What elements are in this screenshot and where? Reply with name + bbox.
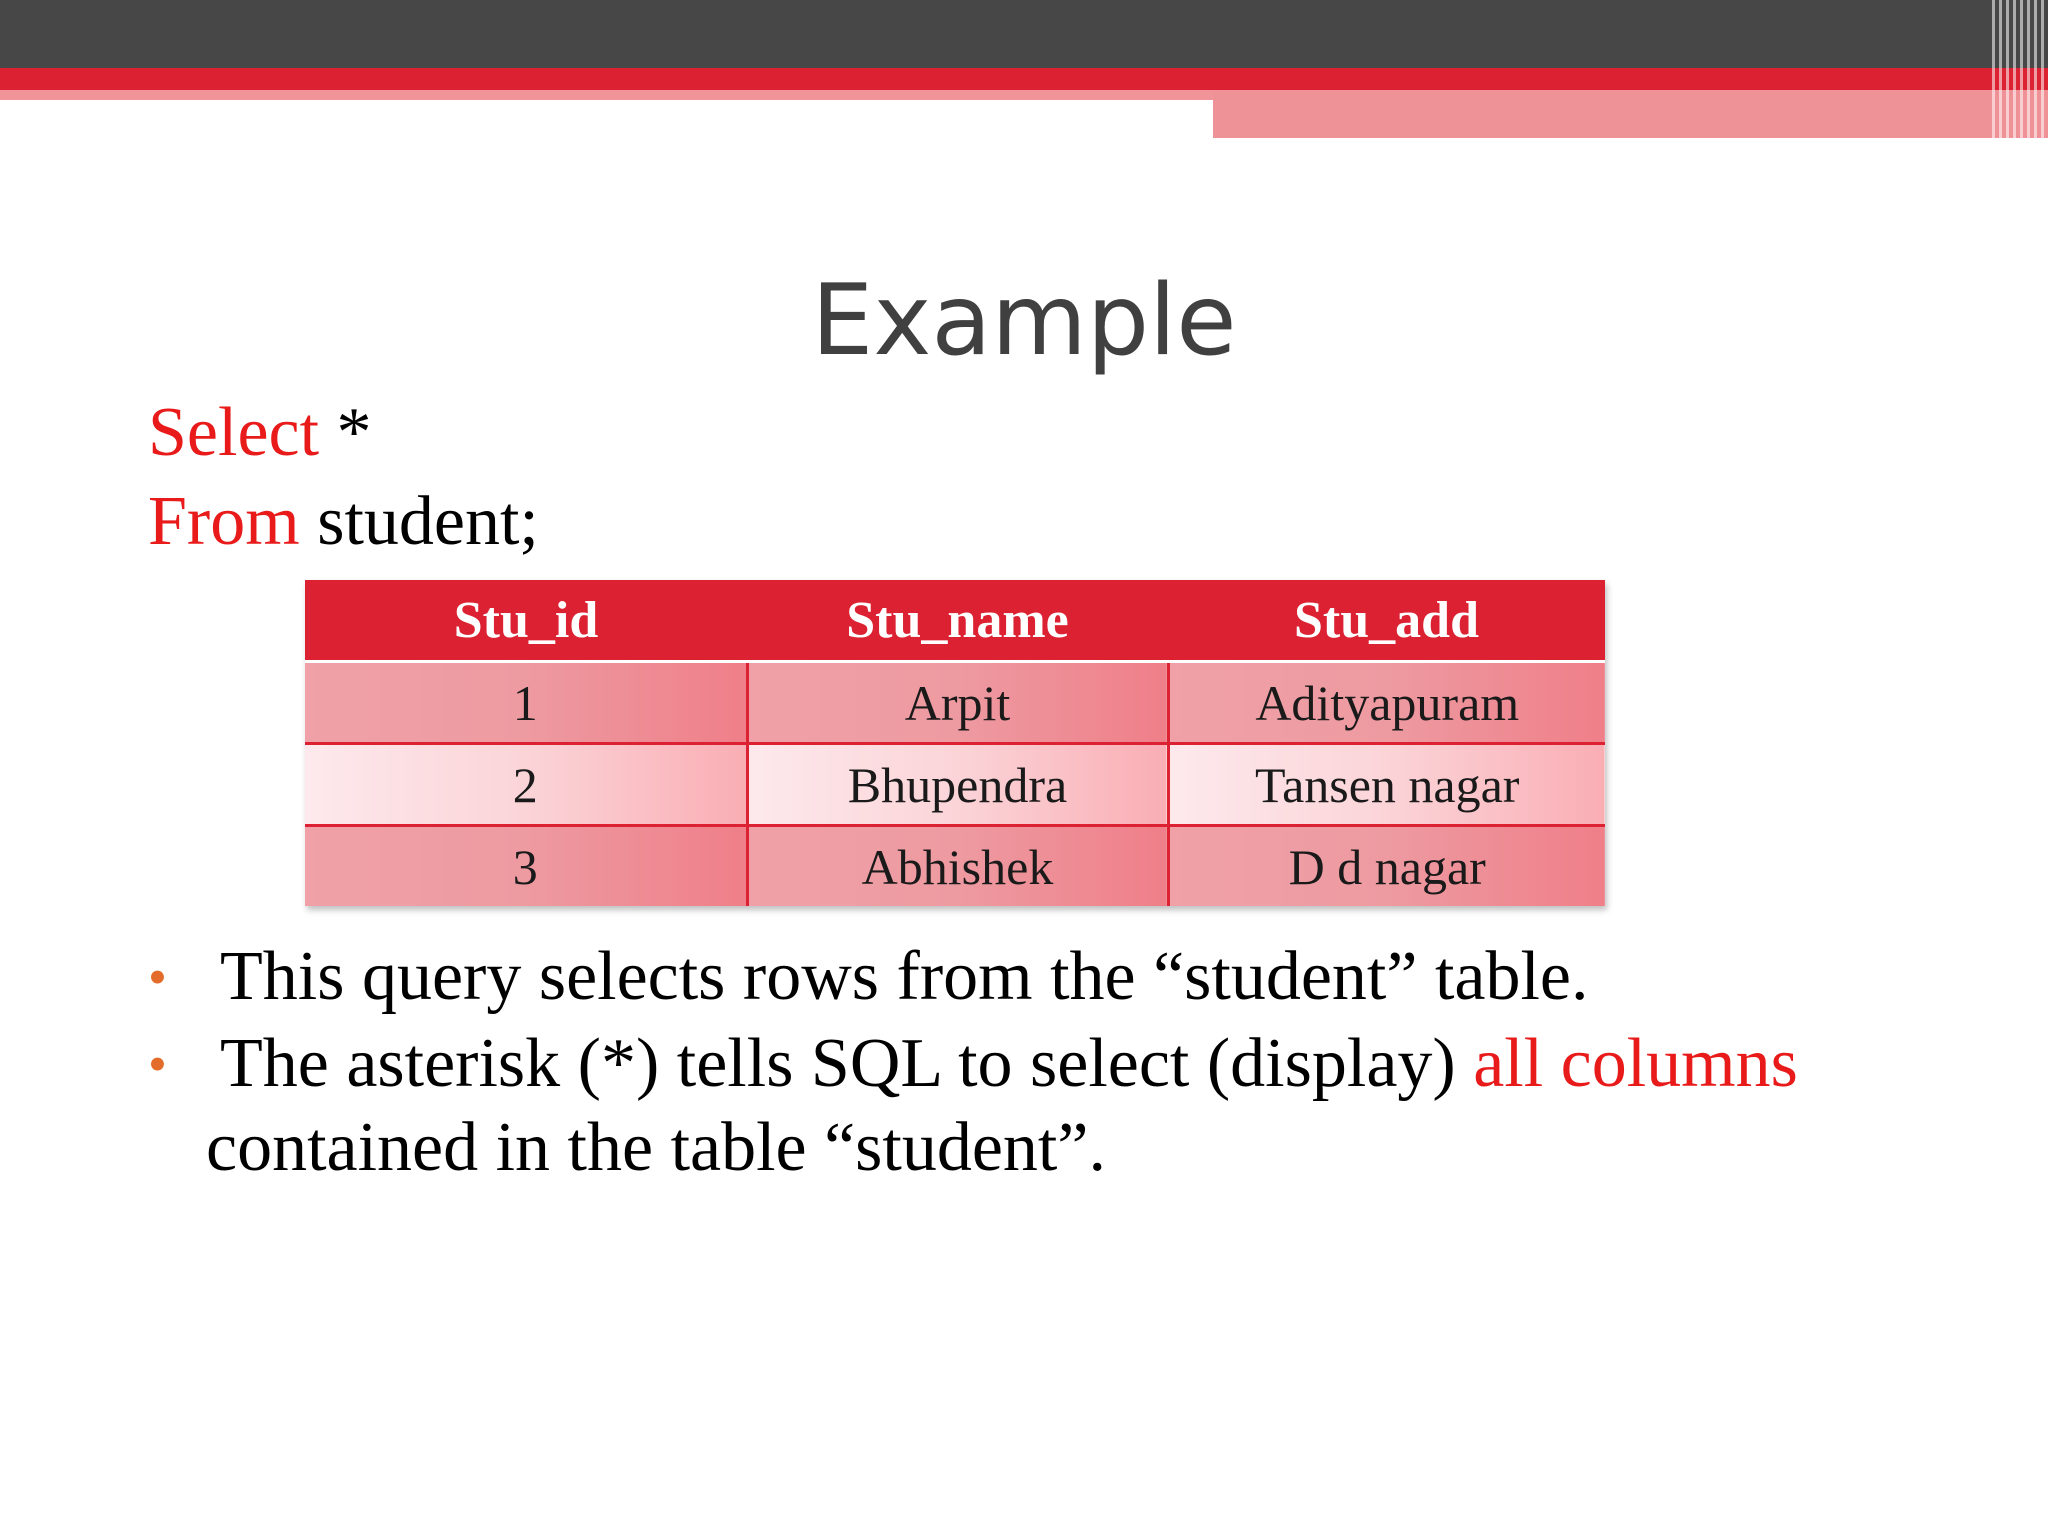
bullet-text: The asterisk (*) tells SQL to select (display)	[220, 1025, 1474, 1102]
bullet-dot-icon: •	[148, 947, 167, 1007]
sql-line-select	[148, 394, 372, 471]
table-cell-id: 1	[305, 662, 747, 744]
column-header-stu-id: Stu_id	[305, 580, 747, 662]
table-row	[305, 662, 1605, 744]
sql-keyword-from: From	[148, 483, 300, 560]
bullet-text-continuation: contained in the table “student”.	[206, 1109, 1106, 1186]
table-row	[305, 826, 1605, 907]
table-cell-name: Arpit	[747, 662, 1168, 744]
sql-select-rest: *	[319, 394, 372, 471]
column-header-stu-name: Stu_name	[747, 580, 1168, 662]
header-band-thin-pink	[0, 90, 1213, 100]
header-stripes	[1988, 0, 2048, 138]
table-cell-address: Adityapuram	[1168, 662, 1605, 744]
table-header-row	[305, 580, 1605, 662]
table-cell-id: 2	[305, 744, 747, 826]
bullet-text: This query selects rows from the “student” table.	[220, 938, 1589, 1015]
slide-title: Example	[811, 264, 1237, 378]
sql-line-from	[148, 483, 539, 560]
header-band-pink	[1213, 90, 2048, 138]
bullet-highlight-text: all columns	[1473, 1025, 1798, 1102]
table-cell-address: Tansen nagar	[1168, 744, 1605, 826]
table-cell-address: D d nagar	[1168, 826, 1605, 907]
table-cell-name: Bhupendra	[747, 744, 1168, 826]
table-row	[305, 744, 1605, 826]
sql-from-rest: student;	[299, 483, 539, 560]
sql-keyword-select: Select	[148, 394, 320, 471]
header-band-red	[0, 68, 2048, 90]
column-header-stu-add: Stu_add	[1168, 580, 1605, 662]
bullet-item	[148, 935, 2008, 1019]
bullet-item	[148, 1022, 2008, 1190]
student-table	[305, 580, 1605, 906]
bullet-list	[148, 935, 2008, 1193]
table-cell-name: Abhishek	[747, 826, 1168, 907]
table-cell-id: 3	[305, 826, 747, 907]
header-band-dark	[0, 0, 2048, 68]
bullet-dot-icon: •	[148, 1034, 167, 1094]
